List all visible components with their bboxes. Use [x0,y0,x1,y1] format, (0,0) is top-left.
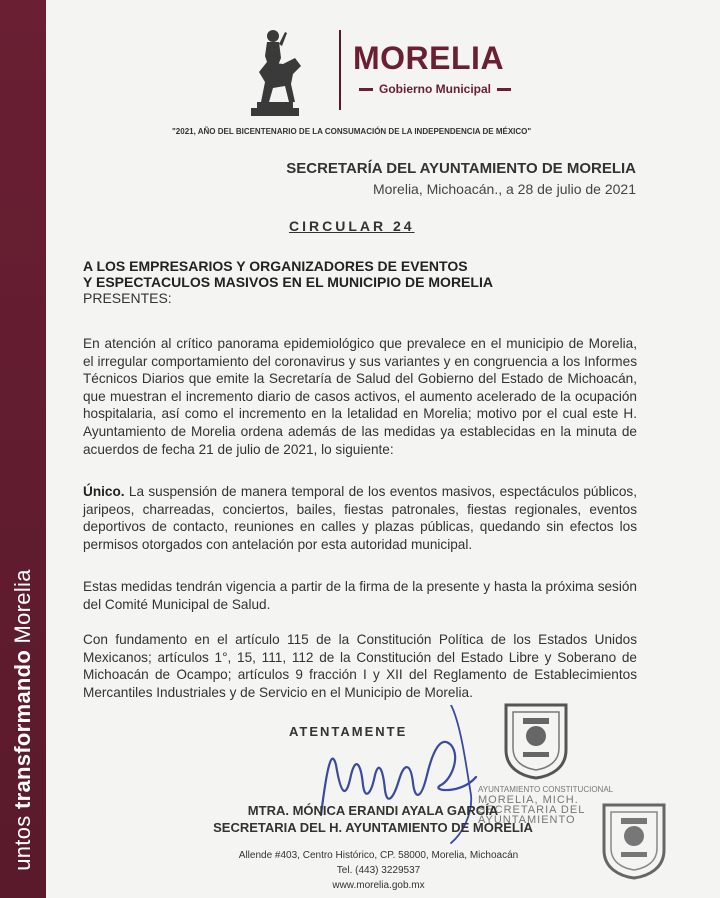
document-page [46,0,720,898]
footer-contact [201,848,556,893]
circular-number: CIRCULAR 24 [289,218,415,234]
sidebar-slogan-bold: transformando [10,649,35,810]
addressee-line-1: A LOS EMPRESARIOS Y ORGANIZADORES DE EVENTOS [83,258,468,274]
department-block [286,160,636,197]
logo-subtitle [359,82,511,96]
subtitle-text: Gobierno Municipal [379,82,492,96]
place-date: Morelia, Michoacán., a 28 de julio de 2021 [372,181,636,197]
year-motto: "2021, AÑO DEL BICENTENARIO DE LA CONSUMACIÓN DE LA INDEPENDENCIA DE MÉXICO" [172,127,532,136]
contact-address: Allende #403, Centro Histórico, CP. 58000, Morelia, Michoacán [238,850,519,861]
sidebar-slogan-prefix: untos [10,809,35,871]
stamp-line-3: SECRETARIA DEL [478,804,586,816]
sidebar-banner [0,0,46,898]
municipal-seal-icon [501,700,571,780]
subtitle-dash-left [359,88,373,91]
stamp-line-2: MORELIA, MICH. [478,794,579,806]
signer-role: SECRETARIA DEL H. AYUNTAMIENTO DE MORELIA [213,820,533,835]
unico-label: Único. [83,484,125,499]
contact-website: www.morelia.gob.mx [332,880,425,891]
signer-block [188,803,558,835]
stamp-line-1: AYUNTAMIENTO CONSTITUCIONAL [478,785,614,794]
logo-divider [339,30,341,110]
stamp-line-4: AYUNTAMIENTO [478,814,576,826]
contact-phone: Tel. (443) 3229537 [336,865,421,876]
closing-atentamente: ATENTAMENTE [289,724,408,739]
paragraph-context: En atención al crítico panorama epidemiológico que prevalece en el municipio de Morelia, el irregular comportamiento del coronavirus y sus variantes y en congruencia a los Informes Técnicos Diarios que emite la Secretaría de Salud del Gobierno del Estado de Michoacán, que muestran el incremento diario de casos activos, el aumento acelerado de la ocupación hospitalaria, así como el incremento en la letalidad en Morelia; motivo por el cual este H. Ayuntamiento de Morelia ordena además de las medidas ya establecidas en la minuta de acuerdos de fecha 21 de julio de 2021, lo siguiente: [83,336,637,457]
department-title: SECRETARÍA DEL AYUNTAMIENTO DE MORELIA [286,160,636,177]
municipal-seal-icon-2 [599,800,669,880]
unico-text: La suspensión de manera temporal de los eventos masivos, espectáculos públicos, jaripeos, charreadas, conciertos, bailes, fiestas patronales, fiestas regionales, eventos deportivos de contacto, reuniones en calles y plazas públicas, quedando sin efectos los permisos otorgados con antelación por esta autoridad municipal. [83,484,637,552]
sidebar-slogan [10,569,36,871]
logo-title: MORELIA [353,40,505,76]
addressee-line-2: Y ESPECTACULOS MASIVOS EN EL MUNICIPIO DE MORELIA [83,274,493,290]
addressee-block [83,258,493,306]
paragraph-validity: Estas medidas tendrán vigencia a partir de la firma de la presente y hasta la próxima sesión del Comité Municipal de Salud. [83,579,637,612]
header-logo [221,22,541,122]
paragraph-unico [83,483,637,553]
subtitle-dash-right [497,88,511,91]
paragraph-legal-basis: Con fundamento en el artículo 115 de la Constitución Política de los Estados Unidos Mexicanos; artículos 1°, 15, 111, 112 de la Constitución del Estado Libre y Soberano de Michoacán de Ocampo; artículos 9 fracción I y XII del Reglamento de Establecimientos Mercantiles Industriales y de Servicio en el Municipio de Morelia. [83,632,637,700]
equestrian-statue-icon [221,22,321,122]
signer-name: MTRA. MÓNICA ERANDI AYALA GARCÍA [247,803,499,818]
addressee-presentes: PRESENTES: [83,290,172,306]
sidebar-slogan-suffix: Morelia [10,569,35,650]
